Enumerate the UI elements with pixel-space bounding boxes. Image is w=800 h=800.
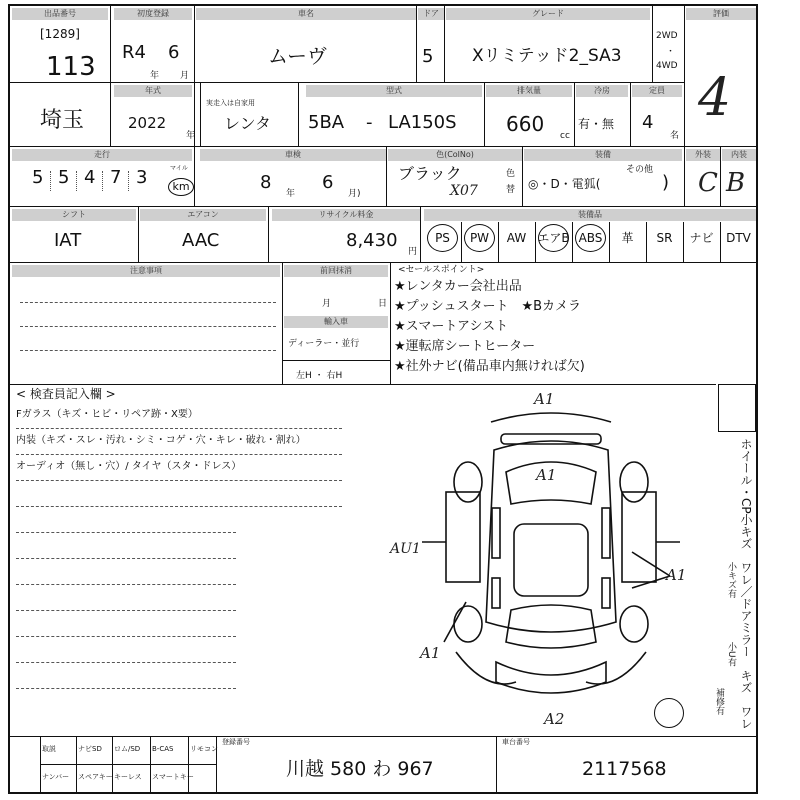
accessory-label-bottom: スマートキー (152, 773, 194, 781)
option-item: SR (656, 231, 673, 245)
inspector-line-interior: 内装（キズ・スレ・汚れ・シミ・コゲ・穴・キレ・破れ・割れ） (16, 435, 306, 446)
mileage-unit-top: マイル (170, 165, 188, 172)
dealer-type: ディーラー・並行 (288, 339, 360, 349)
model-year: 2022 (128, 114, 167, 132)
header-shift: シフト (12, 209, 136, 221)
header-aircon: エアコン (140, 209, 266, 221)
score-value: 4 (698, 68, 732, 128)
lot-session: [1289] (40, 27, 80, 41)
mileage-digit: 4 (84, 167, 96, 188)
accessory-label-bottom: ナンバー (42, 773, 70, 781)
option-circle (538, 224, 569, 252)
color-label-top: 色 (506, 169, 516, 179)
option-circle (575, 224, 606, 252)
shaken-year: 8 (260, 172, 272, 193)
color-label-bottom: 替 (506, 185, 516, 195)
model-prefix: 5BA (308, 112, 345, 133)
sale-point: ★運転席シートヒーター (394, 339, 536, 354)
accessory-label-top: ナビSD (78, 745, 102, 753)
first-reg-year-label: 年 (150, 71, 160, 81)
first-reg-era: R4 (122, 42, 146, 63)
header-lot: 出品番号 (12, 8, 108, 20)
header-shaken: 車検 (200, 149, 386, 161)
shaken-month: 6 (322, 172, 334, 193)
ac-option: 有・無 (578, 117, 615, 131)
accessory-label-top: リモコン (190, 745, 218, 753)
drive-2wd: 2WD (656, 31, 678, 41)
sale-point: ★レンタカー会社出品 (394, 279, 522, 294)
region: 埼玉 (40, 108, 85, 133)
header-ac: 冷房 (576, 85, 628, 97)
model-code: LA150S (388, 112, 457, 133)
accessory-label-top: ロム/SD (114, 745, 141, 753)
side-note-2: 補修有 (714, 688, 724, 715)
drive-4wd: 4WD (656, 61, 678, 71)
option-item: ナビ (689, 231, 714, 245)
color-code: X07 (450, 183, 478, 199)
sale-point: ★スマートアシスト (394, 319, 509, 334)
car-name: ムーヴ (268, 44, 327, 68)
chassis-number: 2117568 (582, 758, 667, 780)
side-note-title: ホイール・CP小キズ ワレ／ドアミラー キズ ワレ (739, 438, 753, 730)
capacity: 4 (642, 112, 654, 133)
option-circle (464, 224, 495, 252)
capacity-unit: 名 (670, 131, 680, 141)
chassis-label: 車台番号 (502, 738, 530, 746)
header-color: 色(ColNo) (388, 149, 522, 161)
car-doors: 5 (422, 46, 434, 67)
header-mileage: 走行 (12, 149, 192, 161)
recycle-yen: 円 (408, 247, 418, 257)
aircon: AAC (182, 230, 220, 251)
option-circle (427, 224, 458, 252)
steering-side: 左H ・ 右H (296, 371, 343, 381)
mileage-digit: 3 (136, 167, 148, 188)
option-item: PW (469, 231, 490, 245)
option-item: DTV (726, 231, 751, 245)
inspector-title: < 検査員記入欄 > (16, 387, 116, 401)
auction-sheet: 出品番号 初度登録 車名 ドア グレード 評価 [1289] 113 R4 6 年 月 ムーヴ 5 Xリミテッド2_SA3 2WD ・ 4WD 年式 型式 排気量 冷房 定員 埼玉 2022 年 実走入は自家用 レンタ 5BA - LA150S 660 cc 有・無 4 名 4 走行 車検 色(ColNo) 装備 外装 内装 5 5 4 7 3 マイル km 8 年 6 月) ブラック X07 色 替 ◎・D・電狐( その他 ) C B シフト エアコン リサイクル料金 装備品 IAT AAC 8,430 円 PS PW AW エアB ABS 革 SR ナビ DTV 注意事項 前回抹消 <セールスポイント> 月 日 輸入車 ディーラー・並行 左H ・ 右H ★レンタカー会社出品 ★プッシュスタート ★Bカメラ ★スマートアシスト ★運転席シートヒーター ★社外ナビ(備品車内無ければ欠) < 検査員記入欄 > Fガラス（キズ・ヒビ・リペア跡・X要） 内装（キズ・スレ・汚れ・シミ・コゲ・穴・キレ・破れ・割れ） オーディオ（無し・穴）/ タイヤ（スタ・ドレス） A1 A1 AU1 A1 A1 A2 ホイール・CP小キズ ワレ／ドアミラー キズ ワレ 小キズ有 小U有 補修有 取説 ナビSD ロム/SD B-CAS リモコン ナンバー スペアキー キーレス スマートキー 登録番号 川越 580 わ 967 車台番号 2117568 (8, 4, 758, 794)
header-year: 年式 (114, 85, 192, 97)
option-item: ABS (578, 231, 603, 245)
header-capacity: 定員 (632, 85, 682, 97)
mileage-unit: km (168, 178, 194, 196)
accessory-label-bottom: キーレス (114, 773, 142, 781)
side-note-0: 小キズ有 (726, 562, 736, 598)
sale-point: ★プッシュスタート ★Bカメラ (394, 299, 582, 314)
registration-label: 登録番号 (222, 738, 250, 746)
mark-rear-left: A1 (420, 644, 441, 662)
header-tire: 前回抹消 (284, 265, 388, 277)
dealer-day: 日 (378, 299, 388, 309)
first-reg-month: 6 (168, 42, 180, 63)
sale-point: ★社外ナビ(備品車内無ければ欠) (394, 359, 585, 374)
recycle-fee: 8,430 (346, 230, 398, 251)
header-recycle: リサイクル料金 (272, 209, 420, 221)
exterior-grade: C (698, 168, 718, 198)
mark-bottom: A2 (544, 710, 565, 728)
option-item: 革 (621, 231, 634, 245)
first-reg-month-label: 月 (180, 71, 190, 81)
mark-top: A1 (534, 390, 555, 408)
header-model: 型式 (306, 85, 482, 97)
accessory-label-top: B-CAS (152, 745, 174, 753)
shaken-month-label: 月) (348, 189, 361, 199)
equipment-close: ) (662, 172, 670, 193)
shaken-year-label: 年 (286, 189, 296, 199)
header-notes: 注意事項 (12, 265, 280, 277)
accessory-label-top: 取説 (42, 745, 56, 753)
model-dash: - (366, 112, 373, 133)
accessory-label-bottom: スペアキー (78, 773, 113, 781)
header-score: 評価 (686, 8, 756, 20)
mark-right: A1 (666, 566, 687, 584)
model-year-suffix: 年 (186, 131, 196, 141)
car-grade: Xリミテッド2_SA3 (472, 46, 622, 66)
mileage-digit: 5 (58, 167, 70, 188)
inspector-line-audio: オーディオ（無し・穴）/ タイヤ（スタ・ドレス） (16, 461, 242, 472)
mark-roof: A1 (536, 466, 557, 484)
equipment-other: その他 (626, 165, 654, 175)
dealer-import-label: 輸入車 (284, 316, 388, 328)
header-exterior: 外装 (686, 149, 720, 161)
dealer-month: 月 (322, 299, 332, 309)
mark-left: AU1 (390, 541, 421, 557)
header-options: 装備品 (424, 209, 756, 221)
color-name: ブラック (398, 164, 462, 183)
interior-grade: B (726, 168, 746, 198)
car-diagram (406, 392, 696, 722)
header-displacement: 排気量 (486, 85, 572, 97)
usage: レンタ (224, 114, 271, 133)
mileage-digit: 7 (110, 167, 122, 188)
option-item: AW (506, 231, 527, 245)
sale-points-title: <セールスポイント> (398, 265, 485, 275)
registration-number: 川越 580 わ 967 (286, 758, 434, 780)
lot-number: 113 (46, 52, 96, 82)
side-note-1: 小U有 (726, 642, 736, 667)
option-item: PS (435, 231, 450, 245)
header-first-reg: 初度登録 (114, 8, 192, 20)
inspector-line-glass: Fガラス（キズ・ヒビ・リペア跡・X要） (16, 409, 198, 420)
displacement: 660 (506, 112, 545, 136)
header-equipment: 装備 (524, 149, 682, 161)
reg-status-label: 実走入は自家用 (206, 99, 255, 107)
header-car-name: 車名 (196, 8, 416, 20)
equipment-options: ◎・D・電狐( (528, 177, 601, 191)
shift: IAT (54, 230, 82, 251)
spare-circle (654, 698, 684, 728)
mileage-digit: 5 (32, 167, 44, 188)
displacement-unit: cc (560, 131, 570, 141)
side-note-header-box (718, 384, 756, 432)
header-grade: グレード (446, 8, 650, 20)
header-interior: 内装 (722, 149, 756, 161)
header-doors: ドア (418, 8, 444, 20)
option-item: エアB (537, 231, 570, 245)
